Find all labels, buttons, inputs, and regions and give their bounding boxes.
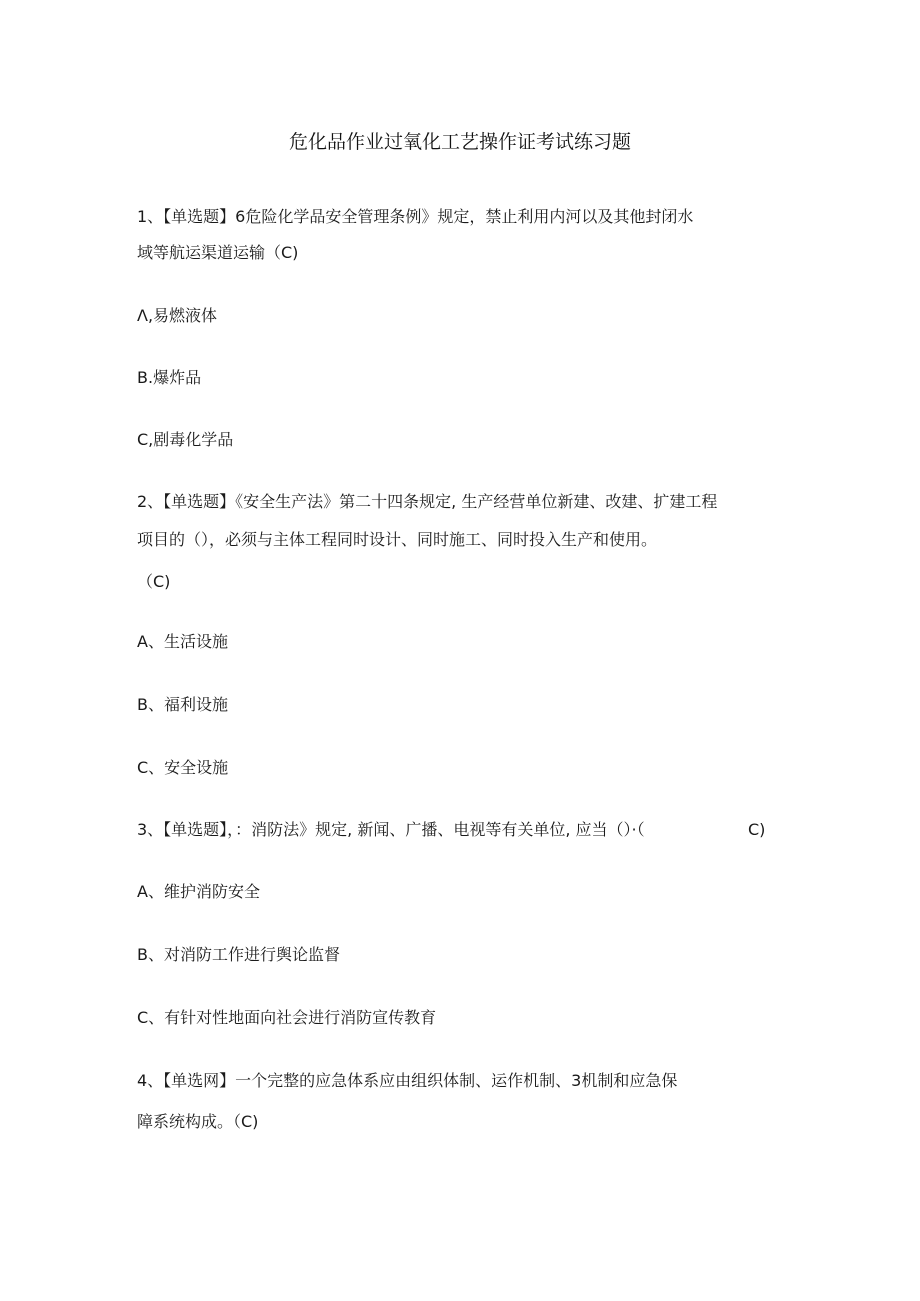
question-3-option-a: A、维护消防安全 [137,882,260,901]
question-3-answer: C) [748,820,766,839]
question-3-option-b: B、对消防工作进行舆论监督 [137,945,340,964]
question-1-option-a: Λ,易燃液体 [137,306,218,325]
question-1-stem-line-1: 1、【单选题】6危险化学品安全管理条例》规定，禁止利用内河以及其他封闭水 [137,207,694,226]
question-2-stem-line-1: 2、【单选题】《安全生产法》第二十四条规定, 生产经营单位新建、改建、扩建工程 [137,492,718,511]
question-4-stem-line-1: 4、【单选网】一个完整的应急体系应由组织体制、运作机制、3机制和应急保 [137,1071,678,1090]
question-2-option-a: A、生活设施 [137,632,228,651]
question-1-stem-line-2: 域等航运渠道运输（C) [137,243,299,262]
question-3-option-c: C、有针对性地面向社会进行消防宣传教育 [137,1008,437,1027]
question-2-stem-line-3: （C) [137,572,171,591]
question-1-option-b: B.爆炸品 [137,368,202,387]
question-2-option-b: B、福利设施 [137,695,228,714]
document-title: 危化品作业过氧化工艺操作证考试练习题 [288,131,631,153]
question-4-stem-line-2: 障系统构成。（C) [137,1112,259,1131]
question-3-stem-line-1: 3、【单选题】，：消防法》规定, 新闻、广播、电视等有关单位, 应当（）·（ [137,820,645,839]
question-2-stem-line-2: 项目的（），必须与主体工程同时设计、同时施工、同时投入生产和使用。 [137,530,658,549]
question-2-option-c: C、安全设施 [137,758,229,777]
question-1-option-c: C,剧毒化学品 [137,430,234,449]
